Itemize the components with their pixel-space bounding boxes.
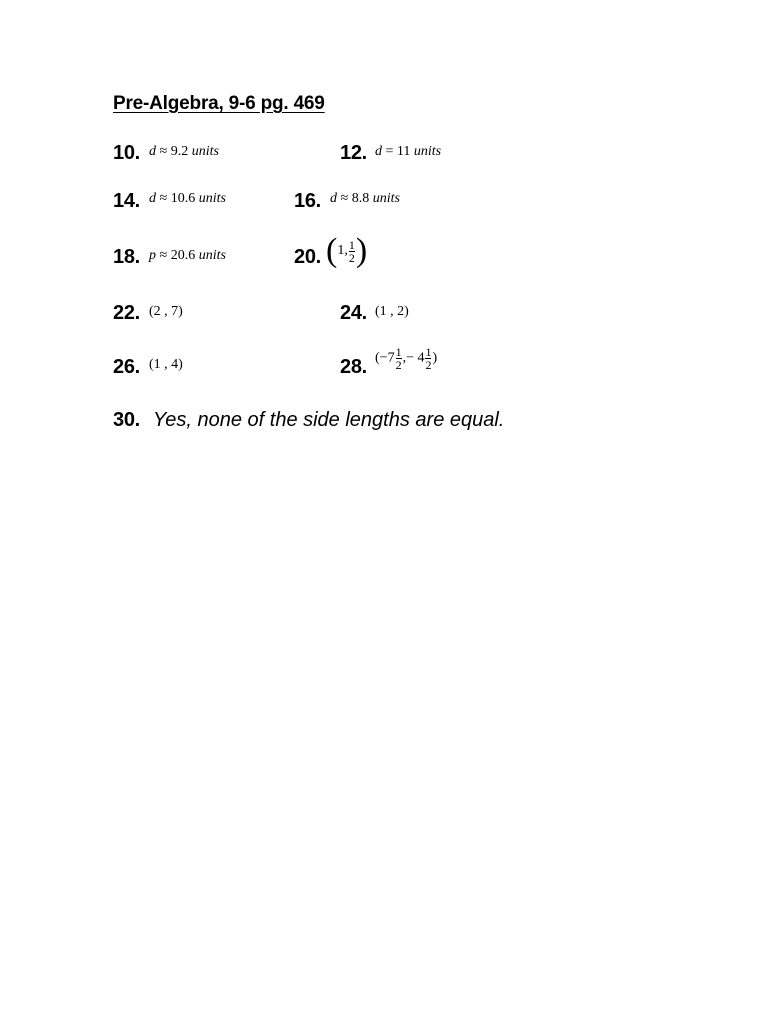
point-y-whole: − 4 — [406, 350, 425, 366]
point-x-fraction — [396, 346, 402, 371]
close-paren: ) — [355, 232, 368, 269]
problem-number: 30. — [113, 409, 140, 431]
answer-14 — [149, 191, 226, 207]
point-y-fraction — [349, 239, 355, 264]
point-x-whole: −7 — [379, 350, 395, 366]
answer-variable: d — [149, 144, 156, 159]
answer-value: 8.8 — [351, 191, 370, 206]
answer-unit: units — [198, 191, 226, 206]
answer-variable: d — [330, 191, 337, 206]
answer-relation: ≈ — [159, 248, 168, 263]
answer-relation: ≈ — [159, 144, 168, 159]
problem-number: 12. — [340, 142, 367, 164]
point-y-fraction — [425, 346, 431, 371]
fraction-numerator: 1 — [395, 345, 402, 359]
problem-number: 26. — [113, 356, 140, 378]
answer-30: Yes, none of the side lengths are equal. — [153, 409, 505, 431]
answer-22: (2 , 7) — [149, 304, 183, 319]
answer-value: 20.6 — [170, 248, 196, 263]
page-title: Pre-Algebra, 9-6 pg. 469 — [113, 93, 325, 114]
answer-value: 9.2 — [170, 144, 189, 159]
answer-10 — [149, 144, 219, 160]
answer-value: 10.6 — [170, 191, 196, 206]
problem-number: 14. — [113, 190, 140, 212]
fraction-numerator: 1 — [425, 345, 432, 359]
fraction-denominator: 2 — [395, 358, 402, 372]
answer-24: (1 , 2) — [375, 304, 409, 319]
answer-16 — [330, 191, 400, 207]
problem-number: 18. — [113, 246, 140, 268]
fraction-denominator: 2 — [348, 250, 355, 265]
fraction-denominator: 2 — [425, 358, 432, 372]
fraction-numerator: 1 — [348, 237, 355, 252]
problem-number: 24. — [340, 302, 367, 324]
answer-variable: p — [149, 248, 156, 263]
answer-26: (1 , 4) — [149, 357, 183, 372]
answer-unit: units — [191, 144, 219, 159]
problem-number: 22. — [113, 302, 140, 324]
answer-relation: ≈ — [159, 191, 168, 206]
answer-variable: d — [149, 191, 156, 206]
answer-18 — [149, 248, 226, 264]
answer-variable: d — [375, 144, 382, 159]
answer-relation: = — [385, 144, 394, 159]
answer-value: 11 — [396, 144, 411, 159]
answer-unit: units — [372, 191, 400, 206]
answer-12 — [375, 144, 441, 160]
problem-number: 10. — [113, 142, 140, 164]
answer-unit: units — [198, 248, 226, 263]
answer-unit: units — [413, 144, 442, 159]
answer-20: (1, $\frac{1}{2}$ ) — [326, 232, 368, 269]
answer-relation: ≈ — [340, 191, 349, 206]
problem-number: 28. — [340, 356, 367, 378]
open-paren: ( — [326, 232, 338, 269]
problem-number: 20. — [294, 246, 321, 268]
answer-28: (−7 $\frac{1}{2}$ ,− 4 $\frac{1}{2}$ ) — [375, 345, 438, 372]
problem-number: 16. — [294, 190, 321, 212]
point-x: 1 — [337, 243, 345, 259]
